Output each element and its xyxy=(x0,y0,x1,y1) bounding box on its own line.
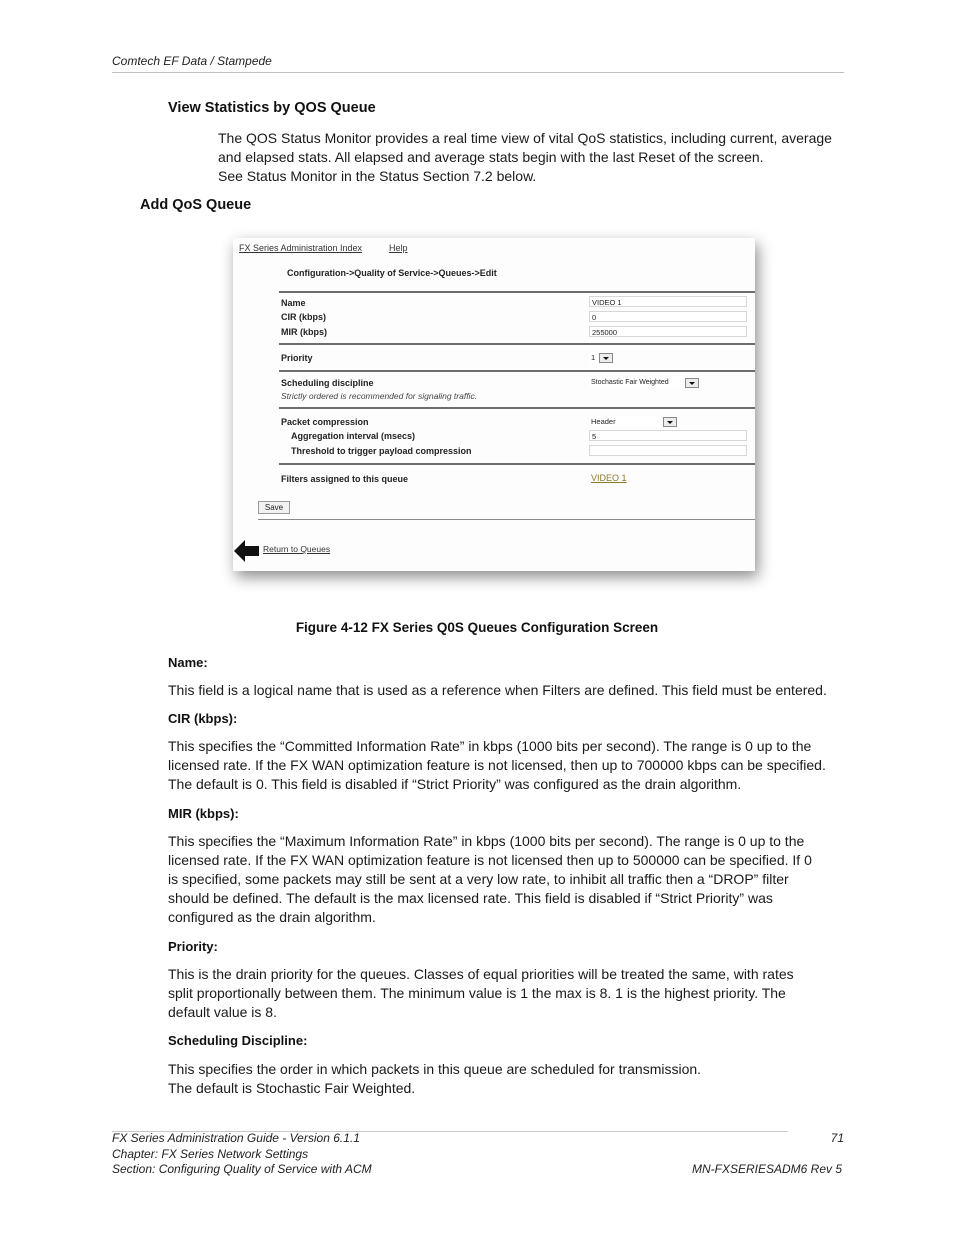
footer-chapter: Chapter: FX Series Network Settings xyxy=(112,1146,309,1161)
filters-label: Filters assigned to this queue xyxy=(281,474,409,484)
return-to-queues-link[interactable]: Return to Queues xyxy=(263,544,331,554)
paragraph-line: licensed rate. If the FX WAN optimization feature is not licensed, then up to 700000 kbps can be specified. xyxy=(168,757,826,773)
cir-label: CIR (kbps) xyxy=(281,312,326,322)
priority-description xyxy=(168,965,794,1022)
scheduling-note: Strictly ordered is recommended for signaling traffic. xyxy=(281,391,478,401)
paragraph-line: and elapsed stats. All elapsed and average stats begin with the last Reset of the screen. xyxy=(218,149,764,165)
view-statistics-paragraph xyxy=(218,129,832,186)
form-divider xyxy=(279,291,755,293)
form-divider xyxy=(279,463,755,465)
form-divider xyxy=(279,370,755,372)
running-header: Comtech EF Data / Stampede xyxy=(112,54,272,68)
field-title-scheduling: Scheduling Discipline: xyxy=(168,1033,308,1048)
mir-field[interactable]: 255000 xyxy=(589,326,747,337)
mir-description xyxy=(168,832,812,927)
arrow-left-icon[interactable] xyxy=(234,540,260,562)
paragraph-line: The default is 0. This field is disabled if “Strict Priority” was configured as the drain algorithm. xyxy=(168,776,742,792)
paragraph-line: See Status Monitor in the Status Section 7.2 below. xyxy=(218,168,537,184)
mir-label: MIR (kbps) xyxy=(281,327,327,337)
paragraph-line: split proportionally between them. The minimum value is 1 the max is 8. 1 is the highest priority. The xyxy=(168,985,786,1001)
paragraph-line: default value is 8. xyxy=(168,1004,277,1020)
paragraph-line: This field is a logical name that is used as a reference when Filters are defined. This field must be entered. xyxy=(168,682,827,698)
footer-left xyxy=(112,1131,372,1178)
scheduling-description xyxy=(168,1060,701,1098)
form-divider xyxy=(258,519,755,520)
cir-field[interactable]: 0 xyxy=(589,311,747,322)
packet-compression-label: Packet compression xyxy=(281,417,369,427)
paragraph-line: This specifies the order in which packets in this queue are scheduled for transmission. xyxy=(168,1061,702,1077)
paragraph-line: This specifies the “Committed Information Rate” in kbps (1000 bits per second). The range is 0 up to the xyxy=(168,738,812,754)
page-number: 71 xyxy=(830,1131,844,1145)
form-divider xyxy=(279,407,755,409)
section-title-add-qos-queue: Add QoS Queue xyxy=(140,197,252,213)
scheduling-select[interactable]: Stochastic Fair Weighted xyxy=(589,377,685,388)
paragraph-line: should be defined. The default is the max licensed rate. This field is disabled if “Strict Priority” was xyxy=(168,890,773,906)
admin-index-link[interactable]: FX Series Administration Index xyxy=(239,243,363,253)
breadcrumb: Configuration->Quality of Service->Queues->Edit xyxy=(287,268,497,278)
paragraph-line: configured as the drain algorithm. xyxy=(168,909,376,925)
name-field[interactable]: VIDEO 1 xyxy=(589,296,747,307)
footer-guide: FX Series Administration Guide - Version 6.1.1 xyxy=(112,1131,360,1145)
chevron-down-icon[interactable] xyxy=(685,378,699,388)
field-title-name: Name: xyxy=(168,655,208,670)
save-button[interactable]: Save xyxy=(258,501,290,514)
chevron-down-icon[interactable] xyxy=(663,417,677,427)
name-label: Name xyxy=(281,298,306,308)
paragraph-line: The QOS Status Monitor provides a real time view of vital QoS statistics, including current, average xyxy=(218,130,832,146)
field-title-mir: MIR (kbps): xyxy=(168,806,239,821)
paragraph-line: The default is Stochastic Fair Weighted. xyxy=(168,1080,416,1096)
field-title-cir: CIR (kbps): xyxy=(168,711,238,726)
packet-compression-select[interactable]: Header xyxy=(589,416,661,427)
figure-caption: Figure 4-12 FX Series Q0S Queues Configuration Screen xyxy=(295,620,659,635)
filter-video-link[interactable]: VIDEO 1 xyxy=(591,473,627,483)
aggregation-field[interactable]: 5 xyxy=(589,430,747,441)
paragraph-line: is specified, some packets may still be sent at a very low rate, to inhibit all traffic then a “DROP” filter xyxy=(168,871,789,887)
threshold-label: Threshold to trigger payload compression xyxy=(291,446,472,456)
paragraph-line: licensed rate. If the FX WAN optimization feature is not licensed then up to 500000 can be specified. If 0 xyxy=(168,852,812,868)
header-divider xyxy=(112,72,844,73)
paragraph-line: This specifies the “Maximum Information Rate” in kbps (1000 bits per second). The range is 0 up to the xyxy=(168,833,805,849)
threshold-field[interactable] xyxy=(589,445,747,456)
name-description xyxy=(168,681,827,700)
section-title-view-statistics: View Statistics by QOS Queue xyxy=(168,100,376,116)
form-divider xyxy=(279,343,755,345)
footer-section: Section: Configuring Quality of Service with ACM xyxy=(112,1162,372,1176)
document-id: MN-FXSERIESADM6 Rev 5 xyxy=(691,1162,842,1176)
cir-description xyxy=(168,737,826,794)
paragraph-line: This is the drain priority for the queues. Classes of equal priorities will be treated the same, with rates xyxy=(168,966,794,982)
field-title-priority: Priority: xyxy=(168,939,218,954)
chevron-down-icon[interactable] xyxy=(599,353,613,363)
help-link[interactable]: Help xyxy=(389,243,408,253)
priority-label: Priority xyxy=(281,353,313,363)
aggregation-label: Aggregation interval (msecs) xyxy=(291,431,416,441)
priority-select[interactable]: 1 xyxy=(589,352,599,363)
scheduling-label: Scheduling discipline xyxy=(281,378,374,388)
qos-queue-edit-screenshot xyxy=(233,238,755,571)
